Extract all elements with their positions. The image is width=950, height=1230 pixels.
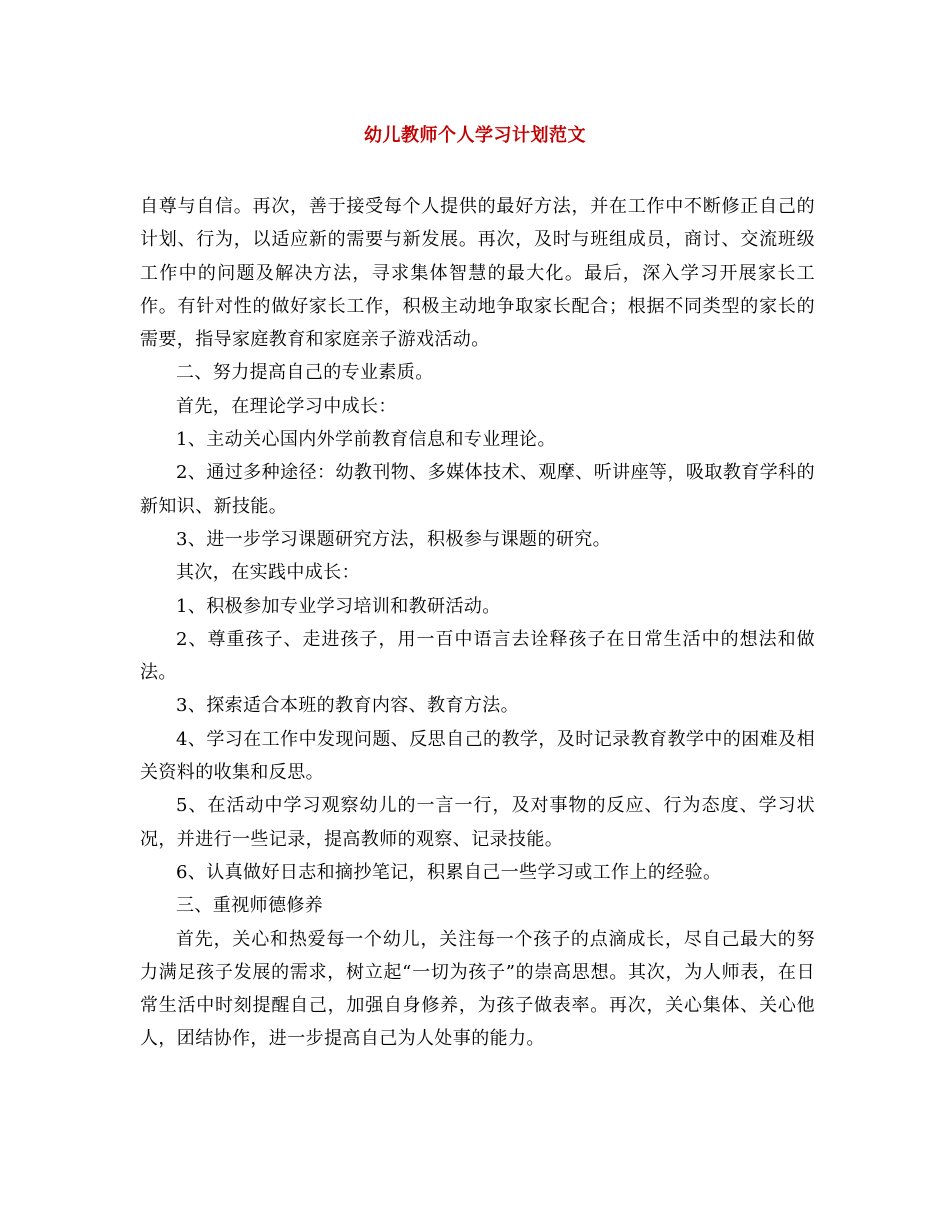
paragraph-continuation: 自尊与自信。再次，善于接受每个人提供的最好方法，并在工作中不断修正自己的计划、行为，以适应新的需要与新发展。再次，及时与班组成员，商讨、交流班级工作中的问题及解决方法，寻求集体智慧的最大化。最后，深入学习开展家长工作。有针对性的做好家长工作，积极主动地争取家长配合；根据不同类型的家长的需要，指导家庭教育和家庭亲子游戏活动。 — [140, 196, 815, 351]
list-item: 4、学习在工作中发现问题、反思自己的教学，及时记录教育教学中的困难及相关资料的收集和反思。 — [140, 728, 815, 784]
section-heading-professional-quality: 二、努力提高自己的专业素质。 — [176, 362, 434, 384]
list-item: 1、主动关心国内外学前教育信息和专业理论。 — [176, 429, 556, 451]
paragraph-ethics: 首先，关心和热爱每一个幼儿，关注每一个孩子的点滴成长，尽自己最大的努力满足孩子发展的需求，树立起“一切为孩子”的崇高思想。其次，为人师表，在日常生活中时刻提醒自己，加强自身修养，为孩子做表率。再次，关心集体、关心他人，团结协作，进一步提高自己为人处事的能力。 — [140, 928, 815, 1050]
list-item: 1、积极参加专业学习培训和教研活动。 — [176, 595, 501, 617]
subheading-practice-growth: 其次，在实践中成长： — [176, 562, 360, 584]
subheading-theory-learning: 首先，在理论学习中成长： — [176, 395, 397, 417]
section-heading-teacher-ethics: 三、重视师德修养 — [176, 895, 324, 917]
list-item: 2、通过多种途径：幼教刊物、多媒体技术、观摩、听讲座等，吸取教育学科的新知识、新技能。 — [140, 462, 815, 517]
document-title: 幼儿教师个人学习计划范文 — [364, 125, 586, 146]
list-item: 2、尊重孩子、走进孩子，用一百中语言去诠释孩子在日常生活中的想法和做法。 — [140, 628, 815, 684]
list-item: 3、探索适合本班的教育内容、教育方法。 — [176, 695, 520, 717]
list-item: 5、在活动中学习观察幼儿的一言一行，及对事物的反应、行为态度、学习状况，并进行一些记录，提高教师的观察、记录技能。 — [140, 795, 815, 850]
document-body — [140, 190, 815, 1056]
list-item: 6、认真做好日志和摘抄笔记，积累自己一些学习或工作上的经验。 — [176, 861, 722, 883]
list-item: 3、进一步学习课题研究方法，积极参与课题的研究。 — [176, 528, 612, 550]
